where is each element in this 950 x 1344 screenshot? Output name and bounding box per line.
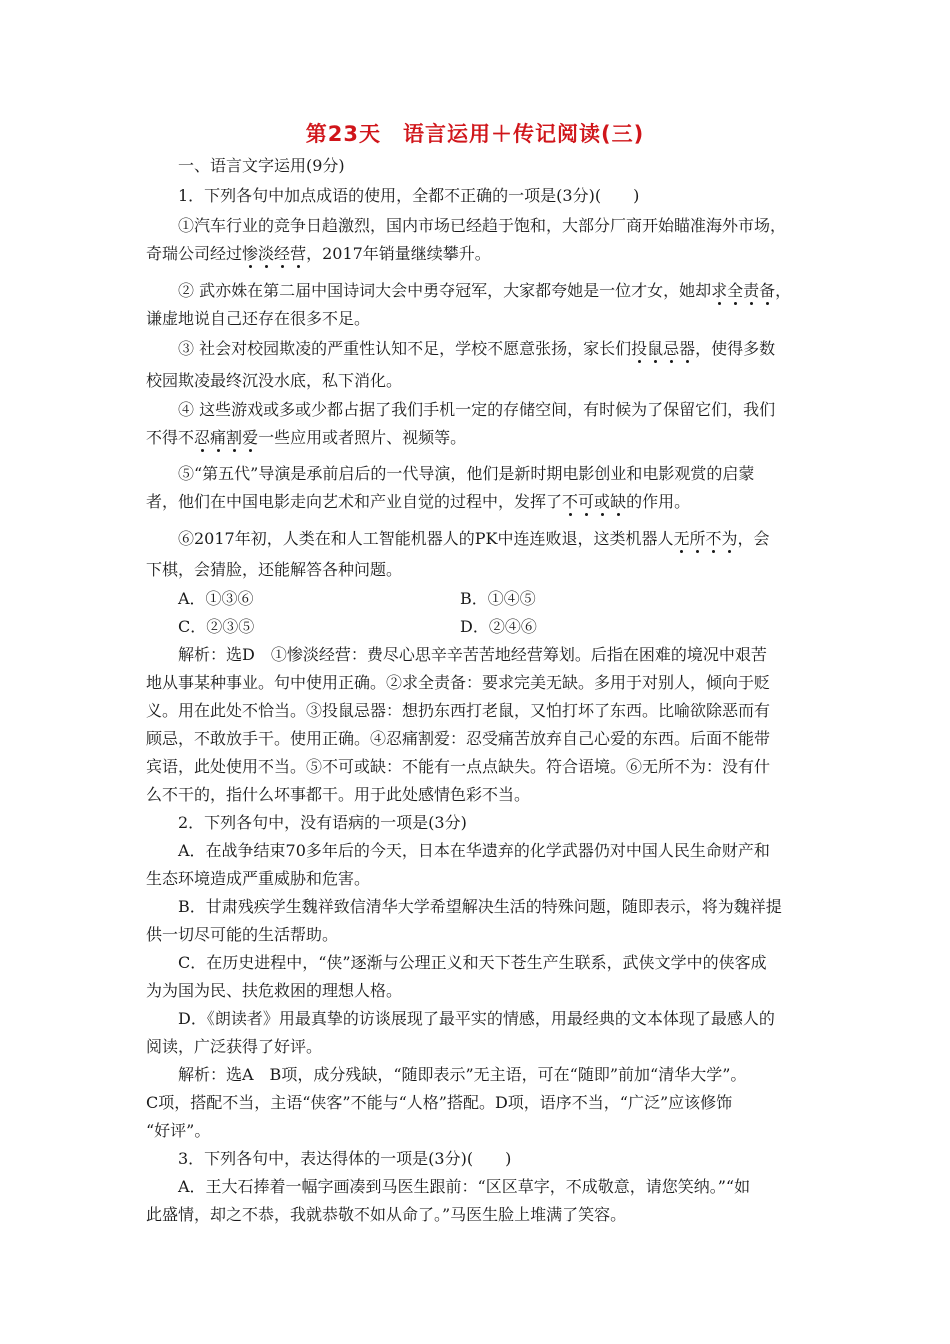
emphasis-char: 投 bbox=[631, 339, 648, 358]
emphasis-char: 或 bbox=[594, 492, 611, 511]
dotted-idiom bbox=[711, 281, 775, 300]
q1-sentence-2-line-1: ② 武亦姝在第二届中国诗词大会中勇夺冠军，大家都夸她是一位才女，她却求全责备， bbox=[178, 281, 792, 300]
q2-option-b-line-2: 供一切尽可能的生活帮助。 bbox=[146, 925, 339, 944]
emphasis-char: 器 bbox=[679, 339, 696, 358]
q2-option-a-line-1: A．在战争结束70多年后的今天，日本在华遗弃的化学武器仍对中国人民生命财产和 bbox=[178, 841, 770, 860]
question-1-stem: 1．下列各句中加点成语的使用，全都不正确的一项是(3分)( ) bbox=[178, 186, 640, 205]
q2-option-c-line-2: 为为国为民、扶危救困的理想人格。 bbox=[146, 981, 403, 1000]
emphasis-char: 痛 bbox=[210, 428, 227, 447]
q1-sentence-5-line-2: 者，他们在中国电影走向艺术和产业自觉的过程中，发挥了不可或缺的作用。 bbox=[146, 492, 691, 511]
q1-answer-line: 宾语，此处使用不当。⑤不可或缺：不能有一点点缺失。符合语境。⑥无所不为：没有什 bbox=[146, 757, 771, 776]
q2-option-b-line-1: B．甘肃残疾学生魏祥致信清华大学希望解决生活的特殊问题，随即表示，将为魏祥提 bbox=[178, 897, 782, 916]
q1-answer-line: 顾忌，不敢放手干。使用正确。④忍痛割爱：忍受痛苦放弃自己心爱的东西。后面不能带 bbox=[146, 729, 771, 748]
dotted-idiom bbox=[242, 244, 306, 263]
page-title bbox=[0, 118, 950, 148]
emphasis-char: 惨 bbox=[242, 244, 259, 263]
q2-option-d-line-1: D．《朗读者》用最真挚的访谈展现了最平实的情感，用最经典的文本体现了最感人的 bbox=[178, 1009, 775, 1028]
emphasis-char: 淡 bbox=[258, 244, 275, 263]
emphasis-char: 不 bbox=[562, 492, 579, 511]
q2-option-d-line-2: 阅读，广泛获得了好评。 bbox=[146, 1037, 323, 1056]
emphasis-char: 可 bbox=[578, 492, 595, 511]
q1-answer-line: 么不干的，指什么坏事都干。用于此处感情色彩不当。 bbox=[146, 785, 531, 804]
emphasis-char: 爱 bbox=[242, 428, 259, 447]
emphasis-char: 缺 bbox=[610, 492, 627, 511]
q1-option-c: C．②③⑤ bbox=[178, 617, 255, 636]
emphasis-char: 不 bbox=[705, 529, 722, 548]
emphasis-char: 营 bbox=[290, 244, 307, 263]
q2-answer-line: C项，搭配不当，主语“侠客”不能与“人格”搭配。D项，语序不当，“广泛”应该修饰 bbox=[146, 1093, 733, 1112]
emphasis-char: 忌 bbox=[663, 339, 680, 358]
q1-sentence-3-line-2: 校园欺凌最终沉没水底，私下消化。 bbox=[146, 371, 403, 390]
q3-option-a-line-1: A．王大石捧着一幅字画凑到马医生跟前：“区区草字，不成敬意，请您笑纳。”“如 bbox=[178, 1177, 751, 1196]
emphasis-char: 无 bbox=[673, 529, 690, 548]
q1-sentence-2-line-2: 谦虚地说自己还存在很多不足。 bbox=[146, 309, 371, 328]
q1-sentence-4-line-2: 不得不忍痛割爱一些应用或者照片、视频等。 bbox=[146, 428, 467, 447]
q1-option-a: A．①③⑥ bbox=[178, 589, 254, 608]
question-2-stem: 2．下列各句中，没有语病的一项是(3分) bbox=[178, 813, 467, 832]
dotted-idiom bbox=[673, 529, 737, 548]
emphasis-char: 为 bbox=[721, 529, 738, 548]
q1-sentence-1-line-1: ①汽车行业的竞争日趋激烈，国内市场已经趋于饱和，大部分厂商开始瞄准海外市场， bbox=[178, 216, 787, 235]
q3-option-a-line-2: 此盛情，却之不恭，我就恭敬不如从命了。”马医生脸上堆满了笑容。 bbox=[146, 1205, 627, 1224]
question-3-stem: 3．下列各句中，表达得体的一项是(3分)( ) bbox=[178, 1149, 512, 1168]
title-topic: 语言运用＋传记阅读(三) bbox=[403, 122, 645, 146]
q1-option-d: D．②④⑥ bbox=[460, 617, 537, 636]
q1-sentence-6-line-2: 下棋，会猜脸，还能解答各种问题。 bbox=[146, 560, 403, 579]
q1-sentence-4-line-1: ④ 这些游戏或多或少都占据了我们手机一定的存储空间，有时候为了保留它们，我们 bbox=[178, 400, 776, 419]
q1-sentence-3-line-1: ③ 社会对校园欺凌的严重性认知不足，学校不愿意张扬，家长们投鼠忌器，使得多数 bbox=[178, 339, 776, 358]
emphasis-char: 忍 bbox=[194, 428, 211, 447]
emphasis-char: 割 bbox=[226, 428, 243, 447]
emphasis-char: 责 bbox=[743, 281, 760, 300]
dotted-idiom bbox=[194, 428, 258, 447]
dotted-idiom bbox=[631, 339, 695, 358]
q2-answer-line: 解析：选A B项，成分残缺，“随即表示”无主语，可在“随即”前加“清华大学”。 bbox=[178, 1065, 747, 1084]
q1-answer-line: 解析：选D ①惨淡经营：费尽心思辛辛苦苦地经营筹划。后指在困难的境况中艰苦 bbox=[178, 645, 767, 664]
q2-option-a-line-2: 生态环境造成严重威胁和危害。 bbox=[146, 869, 371, 888]
emphasis-char: 所 bbox=[689, 529, 706, 548]
emphasis-char: 经 bbox=[274, 244, 291, 263]
q1-sentence-6-line-1: ⑥2017年初，人类在和人工智能机器人的PK中连连败退，这类机器人无所不为，会 bbox=[178, 529, 770, 548]
emphasis-char: 全 bbox=[727, 281, 744, 300]
q1-answer-line: 地从事某种事业。句中使用正确。②求全责备：要求完美无缺。多用于对别人，倾向于贬 bbox=[146, 673, 771, 692]
emphasis-char: 求 bbox=[711, 281, 728, 300]
q2-answer-line: “好评”。 bbox=[146, 1121, 211, 1140]
emphasis-char: 鼠 bbox=[647, 339, 664, 358]
dotted-idiom bbox=[562, 492, 626, 511]
title-day: 第23天 bbox=[305, 122, 382, 146]
section-heading: 一、语言文字运用(9分) bbox=[178, 156, 345, 175]
q1-sentence-1-line-2: 奇瑞公司经过惨淡经营，2017年销量继续攀升。 bbox=[146, 244, 491, 263]
emphasis-char: 备 bbox=[759, 281, 776, 300]
q1-sentence-5-line-1: ⑤“第五代”导演是承前启后的一代导演，他们是新时期电影创业和电影观赏的启蒙 bbox=[178, 464, 755, 483]
q1-option-b: B．①④⑤ bbox=[460, 589, 536, 608]
q1-answer-line: 义。用在此处不恰当。③投鼠忌器：想扔东西打老鼠，又怕打坏了东西。比喻欲除恶而有 bbox=[146, 701, 771, 720]
q2-option-c-line-1: C．在历史进程中，“侠”逐渐与公理正义和天下苍生产生联系，武侠文学中的侠客成 bbox=[178, 953, 767, 972]
